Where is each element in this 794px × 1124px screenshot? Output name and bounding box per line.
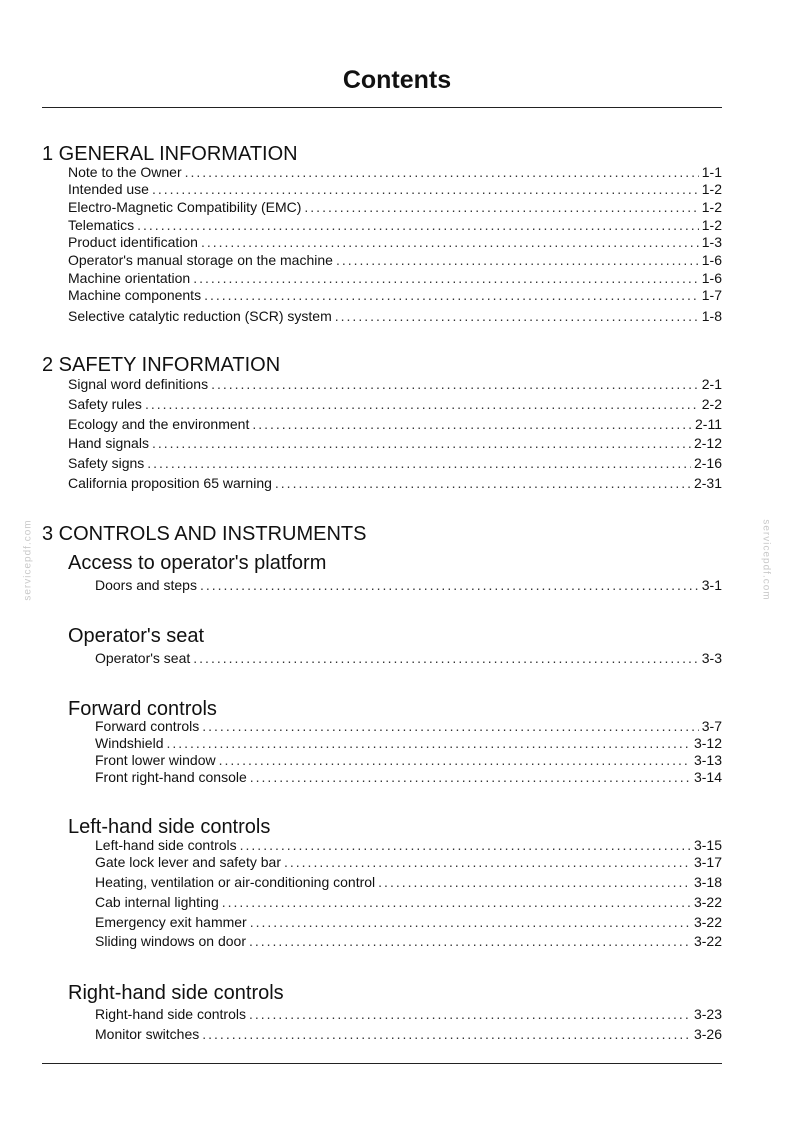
entry-page: 1-3 [701, 234, 722, 250]
entry-page: 3-14 [693, 769, 722, 785]
leader-dots [200, 577, 699, 593]
toc-entry[interactable] [95, 1026, 722, 1044]
leader-dots [222, 894, 691, 910]
entry-page: 3-22 [693, 914, 722, 930]
leader-dots [145, 396, 699, 412]
leader-dots [304, 199, 698, 215]
entry-label: Left-hand side controls [95, 837, 237, 853]
entry-label: Selective catalytic reduction (SCR) system [68, 308, 332, 324]
toc-entry[interactable] [95, 650, 722, 668]
entry-label: Machine orientation [68, 270, 191, 286]
toc-entry[interactable] [95, 1006, 722, 1024]
entry-page: 3-18 [693, 874, 722, 890]
entry-page: 3-15 [693, 837, 722, 853]
leader-dots [335, 308, 699, 324]
leader-dots [193, 650, 698, 666]
leader-dots [275, 475, 691, 491]
title-rule [42, 107, 722, 108]
entry-label: Operator's manual storage on the machine [68, 252, 333, 268]
entry-page: 3-12 [693, 735, 722, 751]
toc-entry[interactable] [68, 455, 722, 473]
entry-page: 3-17 [693, 854, 722, 870]
toc-entry[interactable] [68, 181, 722, 199]
chapter-heading: 2 SAFETY INFORMATION [42, 354, 281, 376]
toc-entry[interactable] [68, 396, 722, 414]
entry-label: Electro-Magnetic Compatibility (EMC) [68, 199, 302, 215]
entry-page: 3-22 [693, 933, 722, 949]
toc-entry[interactable] [68, 217, 722, 235]
entry-label: Intended use [68, 181, 149, 197]
entry-label: Product identification [68, 234, 198, 250]
leader-dots [250, 769, 691, 785]
footer-rule [42, 1063, 722, 1064]
leader-dots [185, 164, 699, 180]
section-heading: Access to operator's platform [68, 552, 327, 574]
leader-dots [202, 1026, 691, 1042]
entry-label: Doors and steps [95, 577, 197, 593]
toc-entry[interactable] [68, 376, 722, 394]
entry-page: 3-7 [701, 718, 722, 734]
leader-dots [249, 1006, 691, 1022]
entry-page: 1-2 [701, 217, 722, 233]
entry-page: 3-22 [693, 894, 722, 910]
toc-entry[interactable] [95, 735, 722, 753]
entry-page: 2-16 [693, 455, 722, 471]
leader-dots [284, 854, 691, 870]
toc-entry[interactable] [95, 933, 722, 951]
entry-page: 1-2 [701, 181, 722, 197]
entry-page: 3-23 [693, 1006, 722, 1022]
entry-page: 1-1 [701, 164, 722, 180]
entry-label: Forward controls [95, 718, 200, 734]
entry-page: 2-31 [693, 475, 722, 491]
toc-entry[interactable] [68, 435, 722, 453]
chapter-heading: 3 CONTROLS AND INSTRUMENTS [42, 523, 367, 545]
toc-entry[interactable] [95, 874, 722, 892]
section-heading: Right-hand side controls [68, 982, 284, 1004]
leader-dots [201, 234, 699, 250]
toc-entry[interactable] [95, 577, 722, 595]
toc-entry[interactable] [68, 416, 722, 434]
leader-dots [378, 874, 691, 890]
entry-label: Note to the Owner [68, 164, 182, 180]
entry-page: 3-26 [693, 1026, 722, 1042]
toc-entry[interactable] [68, 164, 722, 182]
entry-label: Gate lock lever and safety bar [95, 854, 281, 870]
entry-page: 3-13 [693, 752, 722, 768]
toc-entry[interactable] [68, 287, 722, 305]
entry-label: Signal word definitions [68, 376, 209, 392]
page-title: Contents [342, 66, 452, 94]
toc-entry[interactable] [68, 234, 722, 252]
leader-dots [211, 376, 699, 392]
toc-entry[interactable] [95, 894, 722, 912]
entry-label: Cab internal lighting [95, 894, 219, 910]
entry-label: Emergency exit hammer [95, 914, 247, 930]
entry-label: Heating, ventilation or air-conditioning control [95, 874, 376, 890]
toc-entry[interactable] [68, 252, 722, 270]
entry-page: 1-2 [701, 199, 722, 215]
leader-dots [240, 837, 691, 853]
entry-label: Sliding windows on door [95, 933, 246, 949]
leader-dots [152, 435, 691, 451]
leader-dots [249, 933, 691, 949]
leader-dots [193, 270, 699, 286]
watermark-right: servicepdf.com [760, 519, 772, 601]
entry-page: 1-7 [701, 287, 722, 303]
leader-dots [204, 287, 699, 303]
entry-label: Front lower window [95, 752, 216, 768]
entry-page: 2-12 [693, 435, 722, 451]
entry-label: Windshield [95, 735, 164, 751]
toc-entry[interactable] [68, 475, 722, 493]
entry-label: Operator's seat [95, 650, 191, 666]
toc-entry[interactable] [95, 854, 722, 872]
entry-label: California proposition 65 warning [68, 475, 272, 491]
toc-entry[interactable] [95, 837, 722, 855]
toc-entry[interactable] [95, 718, 722, 736]
entry-page: 2-2 [701, 396, 722, 412]
leader-dots [152, 181, 699, 197]
entry-page: 1-6 [701, 270, 722, 286]
entry-label: Safety signs [68, 455, 145, 471]
entry-page: 1-6 [701, 252, 722, 268]
leader-dots [250, 914, 691, 930]
toc-entry[interactable] [68, 199, 722, 217]
toc-entry[interactable] [95, 769, 722, 787]
entry-label: Telematics [68, 217, 135, 233]
toc-entry[interactable] [95, 914, 722, 932]
entry-page: 2-1 [701, 376, 722, 392]
section-heading: Left-hand side controls [68, 816, 271, 838]
entry-page: 3-1 [701, 577, 722, 593]
entry-page: 2-11 [695, 416, 722, 432]
section-heading: Operator's seat [68, 625, 205, 647]
entry-label: Right-hand side controls [95, 1006, 246, 1022]
toc-entry[interactable] [95, 752, 722, 770]
leader-dots [219, 752, 691, 768]
leader-dots [252, 416, 692, 432]
toc-entry[interactable] [68, 270, 722, 288]
entry-page: 1-8 [701, 308, 722, 324]
leader-dots [202, 718, 699, 734]
entry-label: Machine components [68, 287, 202, 303]
toc-entry[interactable] [68, 308, 722, 326]
entry-label: Front right-hand console [95, 769, 247, 785]
leader-dots [137, 217, 699, 233]
entry-label: Safety rules [68, 396, 142, 412]
leader-dots [336, 252, 699, 268]
entry-label: Hand signals [68, 435, 149, 451]
leader-dots [166, 735, 690, 751]
chapter-heading: 1 GENERAL INFORMATION [42, 143, 298, 165]
section-heading: Forward controls [68, 698, 217, 720]
leader-dots [147, 455, 691, 471]
entry-label: Monitor switches [95, 1026, 200, 1042]
entry-page: 3-3 [701, 650, 722, 666]
watermark-left: servicepdf.com [22, 519, 34, 601]
entry-label: Ecology and the environment [68, 416, 250, 432]
